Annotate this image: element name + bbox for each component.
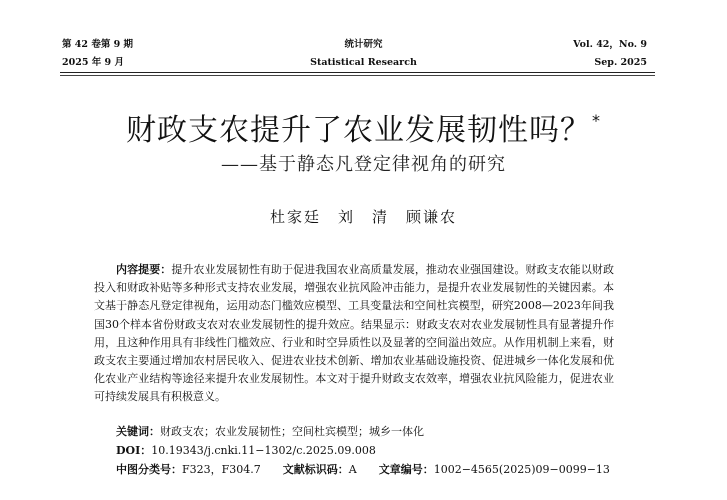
header-rule-thick [60, 72, 655, 73]
author-list: 杜家廷 刘 清 顾谦农 [269, 208, 457, 226]
keywords-text: 财政支农；农业发展韧性；空间杜宾模型；城乡一体化 [160, 425, 424, 438]
header-rule-thin [60, 75, 655, 76]
journal-volume-info-en [573, 36, 647, 72]
publication-date-en: Sep. 2025 [594, 57, 647, 68]
title-footnote-mark: * [592, 111, 601, 130]
abstract [94, 261, 614, 407]
doi [116, 443, 376, 459]
title-text: 财政支农提升了农业发展韧性吗？ [126, 113, 591, 148]
doc-code-label: 文献标识码： [282, 463, 349, 476]
article-number-value: 1002−4565(2025)09−0099−13 [433, 463, 610, 476]
clc-value: F323，F304.7 [182, 463, 261, 476]
classification-codes [116, 462, 610, 478]
volume-issue: 第 42 卷第 9 期 [62, 39, 134, 50]
doc-code-value: A [348, 463, 357, 476]
clc-label: 中图分类号： [116, 463, 182, 476]
paper-title [0, 100, 727, 152]
volume-issue-en: Vol. 42，No. 9 [573, 39, 647, 50]
keywords-label: 关键词： [116, 425, 160, 438]
doi-value: 10.19343/j.cnki.11−1302/c.2025.09.008 [151, 444, 376, 457]
doi-label: DOI： [116, 444, 152, 457]
abstract-label: 内容提要： [116, 263, 172, 276]
keywords [116, 424, 424, 440]
journal-name-en: Statistical Research [310, 57, 417, 68]
journal-name-cn: 统计研究 [344, 39, 383, 50]
article-number-label: 文章编号： [378, 463, 434, 476]
paper-subtitle: ——基于静态凡登定律视角的研究 [221, 154, 506, 175]
publication-date: 2025 年 9 月 [62, 57, 124, 68]
abstract-text: 提升农业发展韧性有助于促进我国农业高质量发展，推动农业强国建设。财政支农能以财政投入和财政补贴等多种形式支持农业发展，增强农业抗风险冲击能力，是提升农业发展韧性的关键因素。本文基于静态凡登定律视角，运用动态门槛效应模型、工具变量法和空间杜宾模型，研究2008—2023年间我国30个样本省份财政支农对农业发展韧性的提升效应。结果显示：财政支农对农业发展韧性具有显著提升作用，且这种作用具有非线性门槛效应、行业和时空异质性以及显著的空间溢出效应。从作用机制上来看，财政支农主要通过增加农村居民收入、促进农业技术创新、增加农业基础设施投资、促进城乡一体化发展和优化农业产业结构等途径来提升农业发展韧性。本文对于提升财政支农效率，增强农业抗风险能力，促进农业可持续发展具有积极意义。 [94, 263, 614, 404]
